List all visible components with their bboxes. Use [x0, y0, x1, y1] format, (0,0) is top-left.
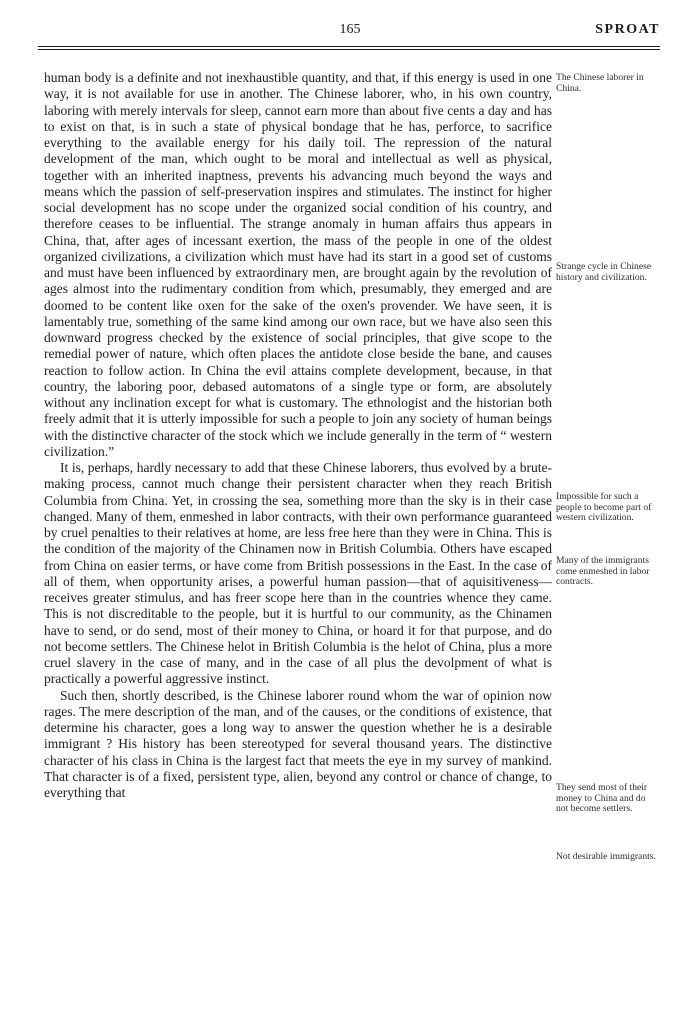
paragraph: human body is a definite and not inexhaustible quantity, and that, if this energy is used in one way, it is not available for use in another. The Chinese laborer, who, in his own country, laboring with merely intervals for sleep, cannot earn more than about five cents a day and has to exist on that, is in such a state of physical bondage that he has, perforce, to sacrifice everything to the available energy for his daily toil. The repression of the natural development of the man, which ought to be moral and intellectual as well as physical, together with an inherited inaptness, prevents his advancing much beyond the ways and means which the passion of self-preservation inspires and stimulates. The instinct for higher social development has no scope under the organized social condition of his country, and therefore ceases to be influential. The strange anomaly in human affairs thus appears in China, that, after ages of incessant exertion, the mass of the people in one of the oldest organized civilizations, a civilization which must have had its start in a good set of customs and must have been influenced by extraordinary men, are brought again by the revolution of ages almost into the rudimentary condition from which, presumably, they emerged and are doomed to be content like oxen for the sake of the oxen's provender. We have seen, it is lamentably true, something of the same kind among our own race, but we have also seen this downward progress checked by the existence of social principles, that give scope to the remedial power of nature, which often places the antidote close beside the bane, and causes reaction to follow action. In China the evil attains complete development, because, in that country, the laboring poor, debased automatons of a single type or form, are absolutely without any inclination except for what is customary. The ethnologist and the historian both freely admit that it is utterly impossible for such a people to join any society of human beings with the distinctive character of the stock which we include generally in the term of “ western civilization.”: [44, 70, 552, 459]
body-text: [44, 70, 552, 801]
page-number: 165: [339, 22, 361, 37]
header-rule: [38, 46, 660, 50]
running-head: SPROAT: [595, 22, 660, 37]
paragraph: It is, perhaps, hardly necessary to add that these Chinese laborers, thus evolved by a brute-making process, cannot much change their persistent character when they reach British Columbia from China. Yet, in crossing the sea, something more than the sky is in their case changed. Many of them, enmeshed in labor contracts, with their own performance guaranteed by cruel penalties to their relatives at home, are less free here than they were in China. This is the condition of the majority of the Chinamen now in British Columbia. Others have escaped from China on easier terms, or have come from British possessions in the East. In the case of all of them, when opportunity arises, a powerful human passion—that of aquisitiveness—receives greater stimulus, and has freer scope here than in the countries whence they came. This is not discreditable to the people, but it is hurtful to our community, as the Chinamen have to send, or do send, most of their money to China, or hoard it for that purpose, and do not become settlers. The Chinese helot in British Columbia is the helot of China, plus a more cruel slavery in the case of many, and in the case of all plus the devolpment of what is practically a powerful aggressive instinct.: [44, 460, 552, 687]
margin-note: The Chinese laborer in China.: [556, 72, 644, 94]
paragraph: Such then, shortly described, is the Chinese laborer round whom the war of opinion now rages. The mere description of the man, and of the causes, or the conditions of existence, that determine his character, goes a long way to answer the question whether he is a desirable immigrant ? His history has been stereotyped for several thousand years. The distinctive character of his class in China is the largest fact that meets the eye in my survey of mankind. That character is of a fixed, persistent type, alien, beyond any control or chance of change, to everything that: [44, 687, 552, 800]
margin-note: Strange cycle in Chinese history and civilization.: [556, 261, 652, 283]
margin-note: Many of the immigrants come enmeshed in labor contracts.: [556, 555, 650, 587]
margin-note: They send most of their money to China and do not become settlers.: [556, 782, 648, 814]
margin-note: Impossible for such a people to become part of western civilization.: [556, 491, 652, 523]
margin-note: Not desirable immigrants.: [556, 851, 656, 862]
